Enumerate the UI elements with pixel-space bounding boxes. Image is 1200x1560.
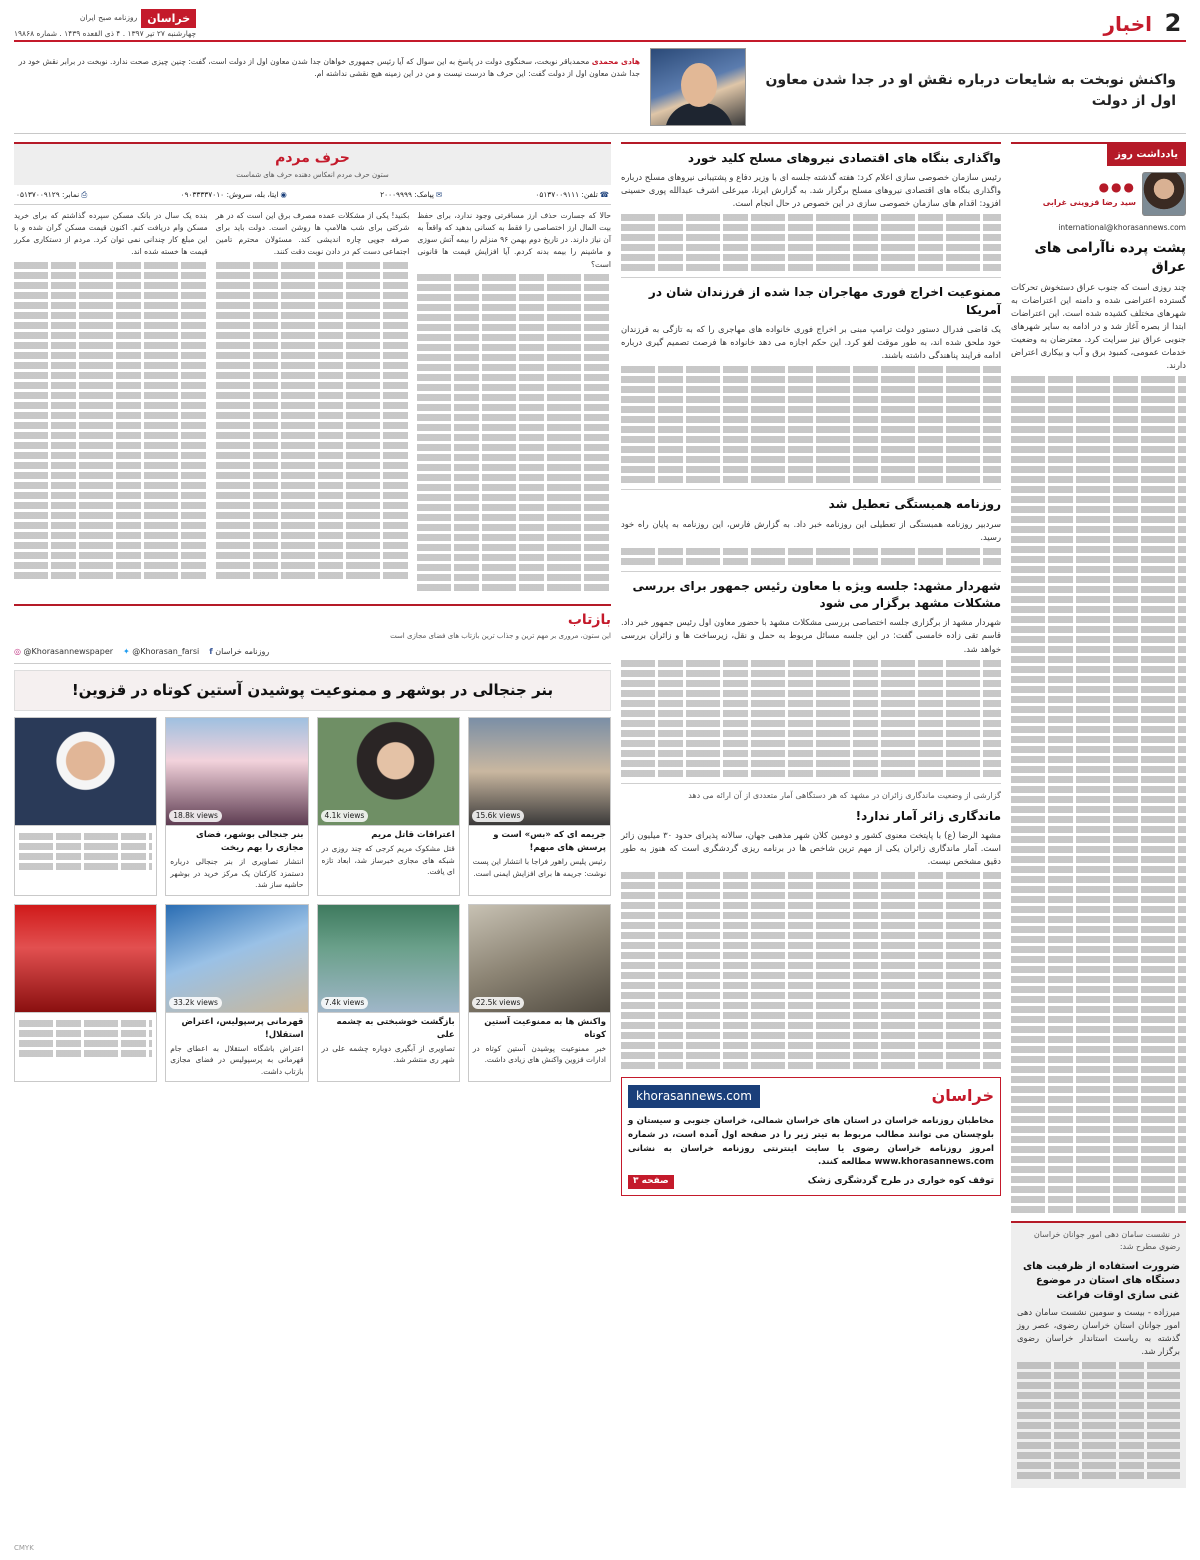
story-mashhad-mayor-headline: شهردار مشهد: جلسه ویژه با معاون رئیس جمهور برای بررسی مشکلات مشهد برگزار می شود [632,578,1001,611]
harf-mardom-subtitle: ستون حرف مردم انعکاس دهنده حرف های شماست [236,170,389,179]
twitter-link[interactable]: ✦ @Khorasan_farsi [123,647,200,657]
story-pilgrims-body: مشهد الرضا (ع) با پایتخت معنوی کشور و دومین کلان شهر مذهبی جهان، سالانه پذیرای حدود ۳۰ میلیون زائر است. آمار ماندگاری زائران یکی از مهم ترین شاخص ها در برنامه ریزی گردشگری است که هنوز به طور دقیق مشخص نیست. [621,830,1002,867]
author-email: international@khorasannews.com [1058,222,1186,232]
editorial-headline: پشت پرده ناآرامی های عراق [1034,240,1186,276]
social-card[interactable] [14,717,157,896]
story-hambastegi-headline: روزنامه همبستگی تعطیل شد [828,497,1001,512]
top-story-headline-block [756,48,1186,133]
card-text: تصاویری از آبگیری دوباره چشمه علی در شهر ری منتشر شد. [321,1043,455,1065]
card-image [318,718,459,826]
social-card[interactable] [165,904,308,1083]
card-image [469,905,610,1013]
baztab-header [14,604,611,643]
card-views: 15.6k views [472,810,525,822]
top-story [14,48,1186,134]
social-cards-row-2 [14,904,611,1083]
social-card[interactable] [317,904,460,1083]
card-text [15,826,156,877]
twitter-icon: ✦ [123,647,130,657]
card-text [15,1013,156,1064]
facebook-link[interactable]: f روزنامه خراسان [209,647,270,657]
harf-col-3: بنده یک سال در بانک مسکن سپرده گذاشتم که برای خرید مسکن وام دریافت کنم. اکنون قیمت مسکن گران شده و با این مبلغ کار چندانی نمی توان کرد. مردم از دستکاری مکرر قیمت ها خسته شده اند. [14,210,208,594]
author-name: سید رضا قزوینی غرابی [1042,197,1136,207]
top-story-text: محمدباقر نوبخت، سخنگوی دولت در پاسخ به این سوال که آیا رئیس جمهوری خواهان جدا شدن معاون اول از دولت است، گفت: چنین چیزی صحت ندارد. نوبخت در برابر نقش خود در جدا شدن معاون اول از دولت گفت: این حرف ها درست نیست و من در این زمینه هیچ نقشی نداشته ام. [18,57,640,79]
ad-page-ref: صفحه ۳ [628,1175,674,1189]
brand-logo: خراسان [141,9,196,28]
page-header [14,8,1186,42]
card-text: اعتراض باشگاه استقلال به اعطای جام قهرمانی به پرسپولیس در فضای مجازی بازتاب داشت. [170,1043,304,1076]
ad-teaser: توقف کوه خواری در طرح گردشگری زشک [807,1176,994,1187]
contact-messenger[interactable]: ◉ایتا، بله، سروش: ۰۹۰۳۳۳۳۷۰۱۰ [180,189,287,199]
contact-phone[interactable]: ☎تلفن: ۰۵۱۳۷۰۰۹۱۱۱ [535,189,609,199]
author-block [1011,166,1186,222]
top-story-body [14,48,640,133]
social-cards-row-1 [14,717,611,896]
khorasan-ad[interactable] [621,1077,1001,1196]
editorial-label: یادداشت روز [1107,144,1186,166]
story-pilgrims-kicker: گزارشی از وضعیت ماندگاری زائران در مشهد که هر دستگاهی آمار متعددی از آن ارائه می دهد [688,790,1001,800]
card-image [15,718,156,826]
phone-icon: ☎ [599,189,609,199]
contact-bar [14,185,611,205]
social-card[interactable] [14,904,157,1083]
top-story-photo [650,48,746,126]
ad-url[interactable]: khorasannews.com [628,1085,760,1108]
harf-col-1: حالا که جسارت حذف ارز مسافرتی وجود ندارد، برای حفظ بیت المال ارز اختصاصی را فقط به کسانی بدهید که واقعاً به آن نیاز دارند. در تاریخ دوم بهمن ۹۶ منزلم را بیمه آتش سوزی و ماشینم را بیمه بدنه کردم. آیا افزایش قیمت ها قانونی است؟ [417,210,611,594]
story-us-migrants-headline: ممنوعیت اخراج فوری مهاجران جدا شده از فرزندان شان در آمریکا [648,285,1001,317]
editorial-text-lines [1011,376,1186,1213]
card-views: 7.4k views [321,997,369,1009]
card-views: 22.5k views [472,997,525,1009]
card-text: قتل مشکوک مریم کرجی که چند روزی در شبکه های مجازی خبرساز شد، ابعاد تازه ای یافت. [321,844,455,876]
harf-mardom-columns [14,210,611,594]
contact-fax[interactable]: ⎙نمابر: ۰۵۱۳۷۰۰۹۱۲۹ [16,189,88,199]
story-pilgrims-headline: ماندگاری زائر آمار ندارد! [855,808,1001,823]
ad-text: مخاطبان روزنامه خراسان در استان های خراسان شمالی، خراسان جنوبی و سیستان و بلوچستان می توانند مطالب مربوط به تیتر زیر را در صفحه اول آمده است، در شماره امروز روزنامه خراسان رضوی یا سایت اینترنتی روزنامه خراسان به نشانی www.khorasannews.com مطالعه کنند. [628,1116,994,1168]
social-card[interactable] [165,717,308,896]
card-image [318,905,459,1013]
dots-icon: ●●● [1098,180,1136,194]
card-image [166,905,307,1013]
right-column [1011,142,1186,1488]
author-avatar [1142,172,1186,216]
instagram-icon: ◎ [14,647,21,657]
social-card[interactable] [468,904,611,1083]
card-image [469,718,610,826]
card-title: واکنش ها به ممنوعیت آستین کوتاه [484,1016,606,1040]
youth-news-body: میرزاده - بیست و سومین نشست سامان دهی امور جوانان استان خراسان رضوی، عصر روز گذشته به ریاست استاندار خراسان رضوی برگزار شد. [1017,1307,1180,1357]
card-title: جریمه ای که «بس» است و پرسش های مبهم! [493,829,606,854]
card-views: 18.8k views [169,810,222,822]
middle-column [621,142,1001,1488]
main-grid [14,142,1186,1488]
card-views: 33.2k views [169,997,222,1009]
harf-mardom-title: حرف مردم [275,150,350,166]
brand-meta: روزنامه صبح ایران [79,13,138,23]
left-column [14,142,611,1488]
baztab-banner: بنر جنجالی در بوشهر و ممنوعیت پوشیدن آستین کوتاه در قزوین! [14,670,611,711]
card-title: بنر جنجالی بوشهر، فضای مجازی را بهم ریخت [196,829,304,854]
card-image [166,718,307,826]
social-links [14,642,611,663]
card-text: رئیس پلیس راهور فراجا با انتشار این پست نوشت: جریمه ها برای افزایش ایمنی است. [472,857,606,878]
baztab-subtitle: این ستون، مروری بر مهم ترین و جذاب ترین بازتاب های فضای مجازی است [390,632,611,641]
social-card[interactable] [468,717,611,896]
youth-news-kicker: در نشست سامان دهی امور جوانان خراسان رضوی مطرح شد: [1033,1230,1180,1252]
story-hambastegi-body: سردبیر روزنامه همبستگی از تعطیلی این روزنامه خبر داد. به گزارش فارس، این روزنامه به پایان راه خود رسید. [621,518,1001,542]
editorial-body: چند روزی است که جنوب عراق دستخوش تحرکات گسترده اعتراضی شده و دامنه این اعتراضات به شهرهای مختلف کشیده شده است. این اعتراضات ابتدا از بصره آغاز شد و در ادامه به سایر شهرهای جنوبی عراق نیز سرایت کرد. معترضان به وضعیت خدمات عمومی، کمبود برق و آب و بیکاری اعتراض دارند. [1011,281,1186,370]
story-military-headline: واگذاری بنگاه های اقتصادی نیروهای مسلح کلید خورد [687,151,1001,165]
card-title: اعترافات قاتل مریم [371,829,455,840]
story-us-migrants-body: یک قاضی فدرال دستور دولت ترامپ مبنی بر اخراج فوری خانواده های مهاجری را که به تازگی به فرزندان خود ملحق شده اند، به طور موقت لغو کرد. این حکم اجازه می دهد خانواده ها فرصت تصمیم گیری درباره ادامه فرایند پناهندگی داشته باشند. [621,324,1001,361]
story-military-body: رئیس سازمان خصوصی سازی اعلام کرد: هفته گذشته جلسه ای با وزیر دفاع و پشتیبانی نیروهای مسلح درباره واگذاری بنگاه های اقتصادی نیروهای مسلح برگزار شد. به گزارش ایرنا، میرعلی اشرف عبدالله پوری حسینی افزود: اقدام های سازمان خصوصی سازی در این خصوص در حال انجام است. [621,172,1001,209]
harf-col-2: بکنید! یکی از مشکلات عمده مصرف برق این است که در هر شرکتی برای شب هالامپ ها روشن است. دولت باید برای صرفه جویی چاره اندیشی کند. مسئولان محترم تامین اجتماعی دست کم در دادن نوبت دقت کنند. [216,210,410,594]
youth-news-headline: ضرورت استفاده از ظرفیت های دستگاه های استان در موضوع غنی سازی اوقات فراغت [1022,1260,1180,1301]
top-story-person: هادی محمدی [591,57,640,66]
card-title: بازگشت خوشبختی به چشمه علی [336,1016,455,1040]
brand-strip [14,9,196,40]
facebook-icon: f [209,647,213,657]
instagram-link[interactable]: ◎ @Khorasannewspaper [14,647,114,657]
card-text: انتشار تصاویری از بنر جنجالی درباره دستمزد کارکنان یک مرکز خرید در بوشهر حاشیه ساز شد. [170,857,304,890]
ad-logo: خراسان [931,1086,994,1106]
youth-news-box [1011,1221,1186,1488]
top-story-headline: واکنش نوبخت به شایعات درباره نقش او در جدا شدن معاون اول از دولت [765,72,1176,109]
card-image [15,905,156,1013]
baztab-title: بازتاب [567,611,611,628]
harf-mardom-header [14,142,611,185]
social-card[interactable] [317,717,460,896]
card-text: خبر ممنوعیت پوشیدن آستین کوتاه در ادارات قزوین واکنش های زیادی داشت. [472,1043,606,1065]
card-views: 4.1k views [321,810,369,822]
page-number: 2 [1164,9,1182,38]
contact-sms[interactable]: ✉پیامک: ۲۰۰۰۹۹۹۹ [380,189,443,199]
fax-icon: ⎙ [81,189,88,199]
section-title: اخبار [1103,11,1152,36]
date-line: چهارشنبه ۲۷ تیر ۱۳۹۷ . ۴ ذی القعده ۱۴۳۹ . شماره ۱۹۸۶۸ [14,28,197,38]
card-title: قهرمانی پرسپولیس، اعتراض استقلال! [181,1016,304,1040]
chat-icon: ◉ [280,189,287,199]
cmyk-mark: CMYK [14,1544,34,1553]
sms-icon: ✉ [435,189,443,199]
story-mashhad-mayor-body: شهردار مشهد از برگزاری جلسه اختصاصی بررسی مشکلات مشهد با حضور معاون اول رئیس جمهور خبر داد. قاسم تقی زاده خامسی گفت: در این جلسه مسائل مربوط به حمل و نقل، زیرساخت ها و زائران بررسی خواهد شد. [621,617,1001,654]
